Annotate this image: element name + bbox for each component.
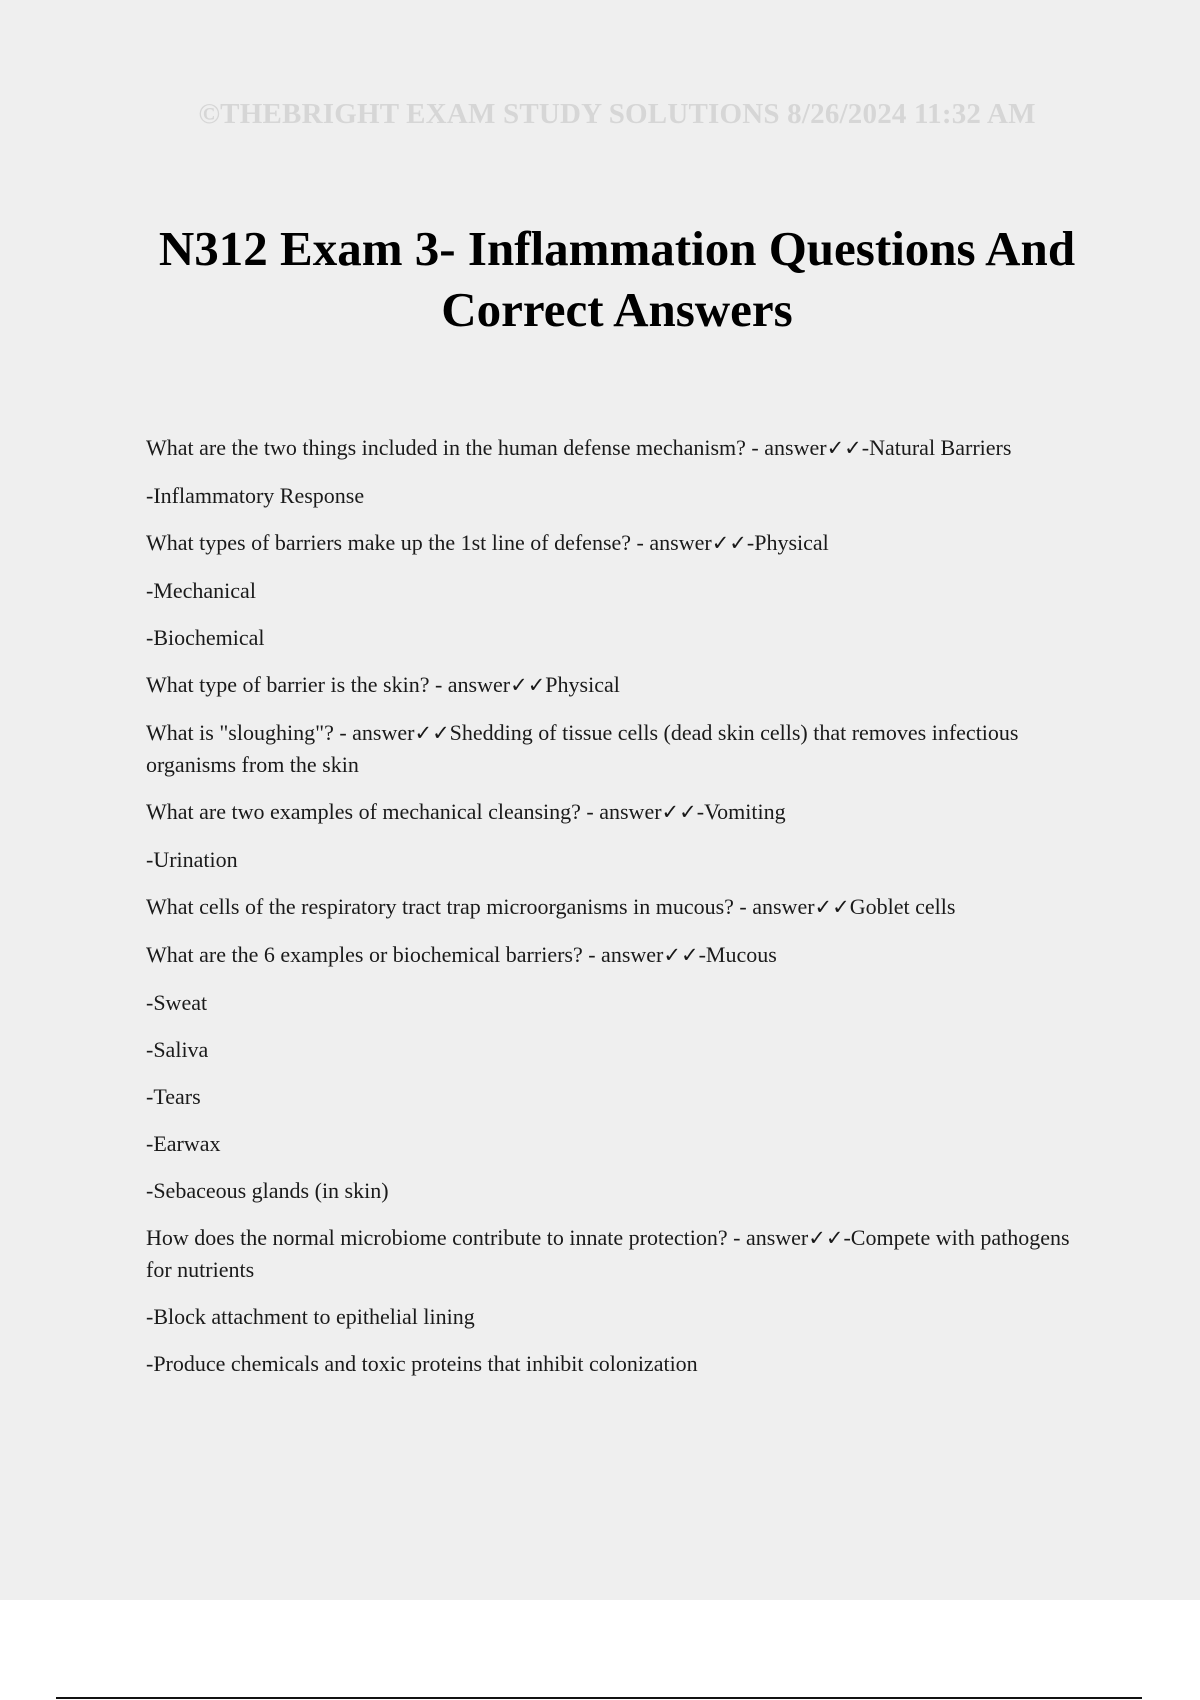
qa-list: [146, 432, 1096, 1395]
question-line: [146, 669, 1096, 701]
question-text: What type of barrier is the skin? - answer: [146, 672, 511, 697]
double-check-icon: ✓✓: [663, 943, 699, 967]
question-line: [146, 796, 1096, 828]
answer-text: Shedding of tissue cells (dead skin cells) that removes infectious organisms from the skin: [146, 720, 1019, 777]
answer-continuation: -Sebaceous glands (in skin): [146, 1178, 389, 1203]
answer-continuation: -Block attachment to epithelial lining: [146, 1304, 475, 1329]
question-line: [146, 432, 1096, 464]
footer-rule: [56, 1697, 1142, 1699]
double-check-icon: ✓✓: [814, 895, 850, 919]
question-line: [146, 1222, 1096, 1285]
answer-continuation: -Inflammatory Response: [146, 483, 365, 508]
question-text: What are the two things included in the human defense mechanism? - answer: [146, 435, 827, 460]
answer-continuation: -Produce chemicals and toxic proteins that inhibit colonization: [146, 1351, 698, 1376]
answer-continuation: -Mechanical: [146, 578, 256, 603]
question-text: What cells of the respiratory tract trap microorganisms in mucous? - answer: [146, 894, 815, 919]
double-check-icon: ✓✓: [414, 721, 450, 745]
answer-continuation: -Saliva: [146, 1037, 209, 1062]
question-line: [146, 527, 1096, 559]
answer-text: -Mucous: [698, 942, 777, 967]
answer-text: Goblet cells: [849, 894, 956, 919]
document-title: N312 Exam 3- Inflammation Questions And Correct Answers: [158, 221, 1076, 337]
answer-continuation: -Biochemical: [146, 625, 265, 650]
double-check-icon: ✓✓: [826, 436, 862, 460]
question-text: What is "sloughing"? - answer: [146, 720, 415, 745]
question-text: How does the normal microbiome contribute to innate protection? - answer: [146, 1225, 809, 1250]
watermark: ©THEBRIGHT EXAM STUDY SOLUTIONS 8/26/2024 11:32 AM: [198, 98, 1036, 130]
double-check-icon: ✓✓: [711, 531, 747, 555]
answer-text: Physical: [545, 672, 620, 697]
answer-continuation: -Sweat: [146, 990, 208, 1015]
question-text: What are two examples of mechanical cleansing? - answer: [146, 799, 662, 824]
question-line: [146, 717, 1096, 780]
question-text: What are the 6 examples or biochemical barriers? - answer: [146, 942, 664, 967]
answer-continuation: -Tears: [146, 1084, 201, 1109]
answer-continuation: -Earwax: [146, 1131, 221, 1156]
answer-text: -Physical: [746, 530, 829, 555]
double-check-icon: ✓✓: [661, 800, 697, 824]
question-line: [146, 891, 1096, 923]
question-text: What types of barriers make up the 1st line of defense? - answer: [146, 530, 712, 555]
answer-continuation: -Urination: [146, 847, 238, 872]
question-line: [146, 939, 1096, 971]
answer-text: -Natural Barriers: [861, 435, 1012, 460]
double-check-icon: ✓✓: [808, 1226, 844, 1250]
answer-text: -Vomiting: [696, 799, 786, 824]
double-check-icon: ✓✓: [510, 673, 546, 697]
answer-text: -Compete with pathogens for nutrients: [146, 1225, 1070, 1282]
